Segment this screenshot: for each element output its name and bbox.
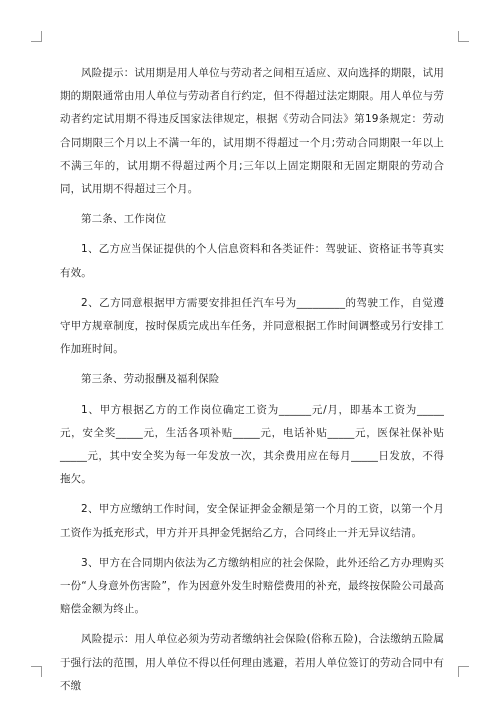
risk-warning-social-insurance: 风险提示：用人单位必须为劳动者缴纳社会保险(俗称五险)，合法缴纳五险属于强行法的范围，用人单位不得以任何理由逃避，若用人单位签订的劳动合同中有不缴 xyxy=(60,633,444,692)
risk-warning-probation: 风险提示：试用期是用人单位与劳动者之间相互适应、双向选择的期限，试用期的期限通常由用人单位与劳动者自行约定，但不得超过法定期限。用人单位与劳动者约定试用期不得违反国家法律规定，根据《劳动合同法》第19条规定：劳动合同期限三个月以上不满一年的，试用期不得超过一个月;劳动合同期限一年以上不满三年的，试用期不得超过两个月;三年以上固定期限和无固定期限的劳动合同，试用期不得超过三个月。 xyxy=(60,67,444,196)
crop-mark-top-right xyxy=(458,31,469,42)
crop-mark-bottom-left xyxy=(31,666,42,677)
article-3-item-2: 2、甲方应缴纳工作时间，安全保证押金金额是第一个月的工资，以第一个月工资作为抵充形式，甲方并开具押金凭据给乙方，合同终止一并无异议结清。 xyxy=(60,503,444,539)
article-3-heading: 第三条、劳动报酬及福利保险 xyxy=(81,373,220,386)
article-3-item-3: 3、甲方在合同期内依法为乙方缴纳相应的社会保险，此外还给乙方办理购买一份“人身意外伤害险”，作为因意外发生时赔偿费用的补充，最终按保险公司最高赔偿金额为终止。 xyxy=(60,556,444,616)
crop-mark-bottom-right xyxy=(458,666,469,677)
article-2-item-1: 1、乙方应当保证提供的个人信息资料和各类证件：驾驶证、资格证书等真实有效。 xyxy=(60,243,444,279)
article-3-item-1: 1、甲方根据乙方的工作岗位确定工资为______元/月，即基本工资为_____元，安全奖_____元，生活各项补贴_____元，电话补贴_____元，医保社保补贴_____元，其中安全奖为每一年发放一次，其余费用应在每月_____日发放，不得拖欠。 xyxy=(60,403,444,486)
document-body xyxy=(60,62,444,704)
article-2-heading: 第二条、工作岗位 xyxy=(81,213,167,226)
article-2-item-2: 2、乙方同意根据甲方需要安排担任汽车号为_________的驾驶工作，自觉遵守甲方规章制度，按时保质完成出车任务，并同意根据工作时间调整或另行安排工作加班时间。 xyxy=(60,296,444,356)
crop-mark-top-left xyxy=(31,31,42,42)
